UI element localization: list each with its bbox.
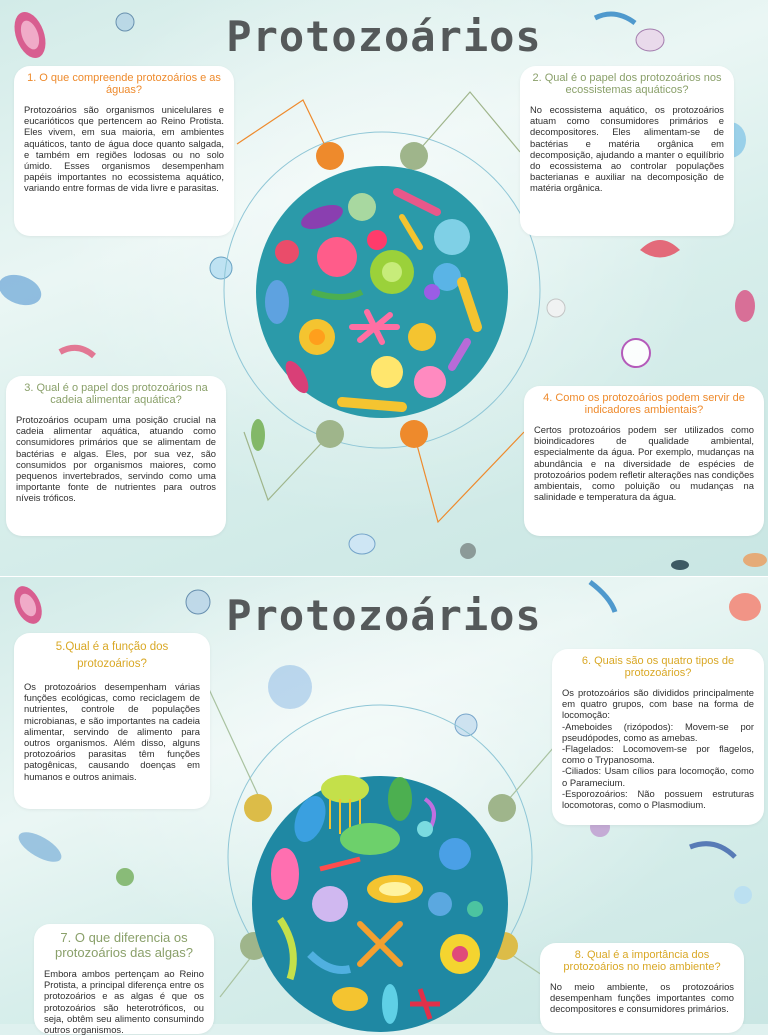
card-heading: 7. O que diferencia os protozoários das algas? — [54, 930, 194, 960]
card-heading: 4. Como os protozoários podem servir de indicadores ambientais? — [543, 392, 745, 416]
card-body: No ecossistema aquático, os protozoários atuam como consumidores primários e decompositores. Eles alimentam-se de bactérias e matéria orgânica em decomposição, ajudando a manter o equilíbrio do ecossistema ao controlar populações bacterianas e auxiliar na decomposição de matéria orgânica. — [530, 104, 724, 194]
question-card-3 — [6, 376, 226, 536]
question-card-5 — [14, 633, 210, 809]
question-card-7 — [34, 924, 214, 1034]
card-body: Protozoários ocupam uma posição crucial na cadeia alimentar aquática, atuando como consumidores primários que se alimentam de bactérias e algas. Eles, por sua vez, são consumidos por organismos maiores, como pequenos invertebrados, servindo como uma importante fonte de nutrientes para outros níveis tróficos. — [16, 414, 216, 504]
card-body: Protozoários são organismos unicelulares e eucarióticos que pertencem ao Reino Protista. Eles vivem, em sua maioria, em ambientes aquáticos, tanto de água doce quanto salgada, e também em regiões lodosas ou no solo úmido. Esses organismos desempenham papéis importantes no ecossistema aquático, variando entre formas de vida livre e parasitas. — [24, 104, 224, 194]
connector-dot-3 — [316, 420, 344, 448]
question-card-4 — [524, 386, 764, 536]
card-body: No meio ambiente, os protozoários desempenham funções importantes como decompositores e consumidores primários. — [550, 981, 734, 1015]
card-body: Embora ambos pertençam ao Reino Protista, a principal diferença entre os protozoários e as algas é que os protozoários são heterotróficos, ou seja, obtêm seu alimento consumindo outros organismos. — [44, 968, 204, 1035]
card-body: Os protozoários desempenham várias funções ecológicas, como reciclagem de nutrientes, controle de populações microbianas, e são importantes na cadeia alimentar, servindo de alimento para outros organismos. Além disso, alguns protozoários parasitas têm funções patogênicas, causando doenças em humanos e outros animais. — [24, 681, 200, 782]
card-body: Os protozoários são divididos principalmente em quatro grupos, com base na forma de locomoção: -Ameboides (rizópodos): Movem-se por pseudópodes, como as amebas. -Flagelados: Locomovem-se por flagelos, como o Trypanosoma. -Ciliados: Usam cílios para locomoção, como o Paramecium. -Esporozoários: Não possuem estruturas locomotoras, como o Plasmodium. — [562, 687, 754, 811]
card-heading: 8. Qual é a importância dos protozoários no meio ambiente? — [563, 949, 721, 973]
question-card-2 — [520, 66, 734, 236]
page-title: Protozoários — [226, 591, 542, 640]
protozoa-illustration — [252, 162, 512, 422]
question-card-8 — [540, 943, 744, 1033]
connector-dot-4 — [400, 420, 428, 448]
card-heading: 2. Qual é o papel dos protozoários nos ecossistemas aquáticos? — [532, 72, 722, 96]
card-heading: 3. Qual é o papel dos protozoários na cadeia alimentar aquática? — [24, 382, 208, 406]
card-heading: 1. O que compreende protozoários e as águas? — [27, 72, 221, 96]
question-card-1 — [14, 66, 234, 236]
protozoa-illustration — [250, 774, 510, 1024]
card-body: Certos protozoários podem ser utilizados como bioindicadores de qualidade ambiental, especialmente da água. Por exemplo, mudanças na abundância e na diversidade de espécies de protozoários podem refletir alterações nas condições ambientais, como poluição ou mudanças na salinidade e temperatura da água. — [534, 424, 754, 503]
card-heading: 5.Qual é a função dos protozoários? — [55, 641, 169, 670]
card-heading: 6. Quais são os quatro tipos de protozoários? — [581, 655, 735, 679]
slide-2 — [0, 577, 768, 1035]
question-card-6 — [552, 649, 764, 825]
page-title: Protozoários — [226, 12, 542, 61]
